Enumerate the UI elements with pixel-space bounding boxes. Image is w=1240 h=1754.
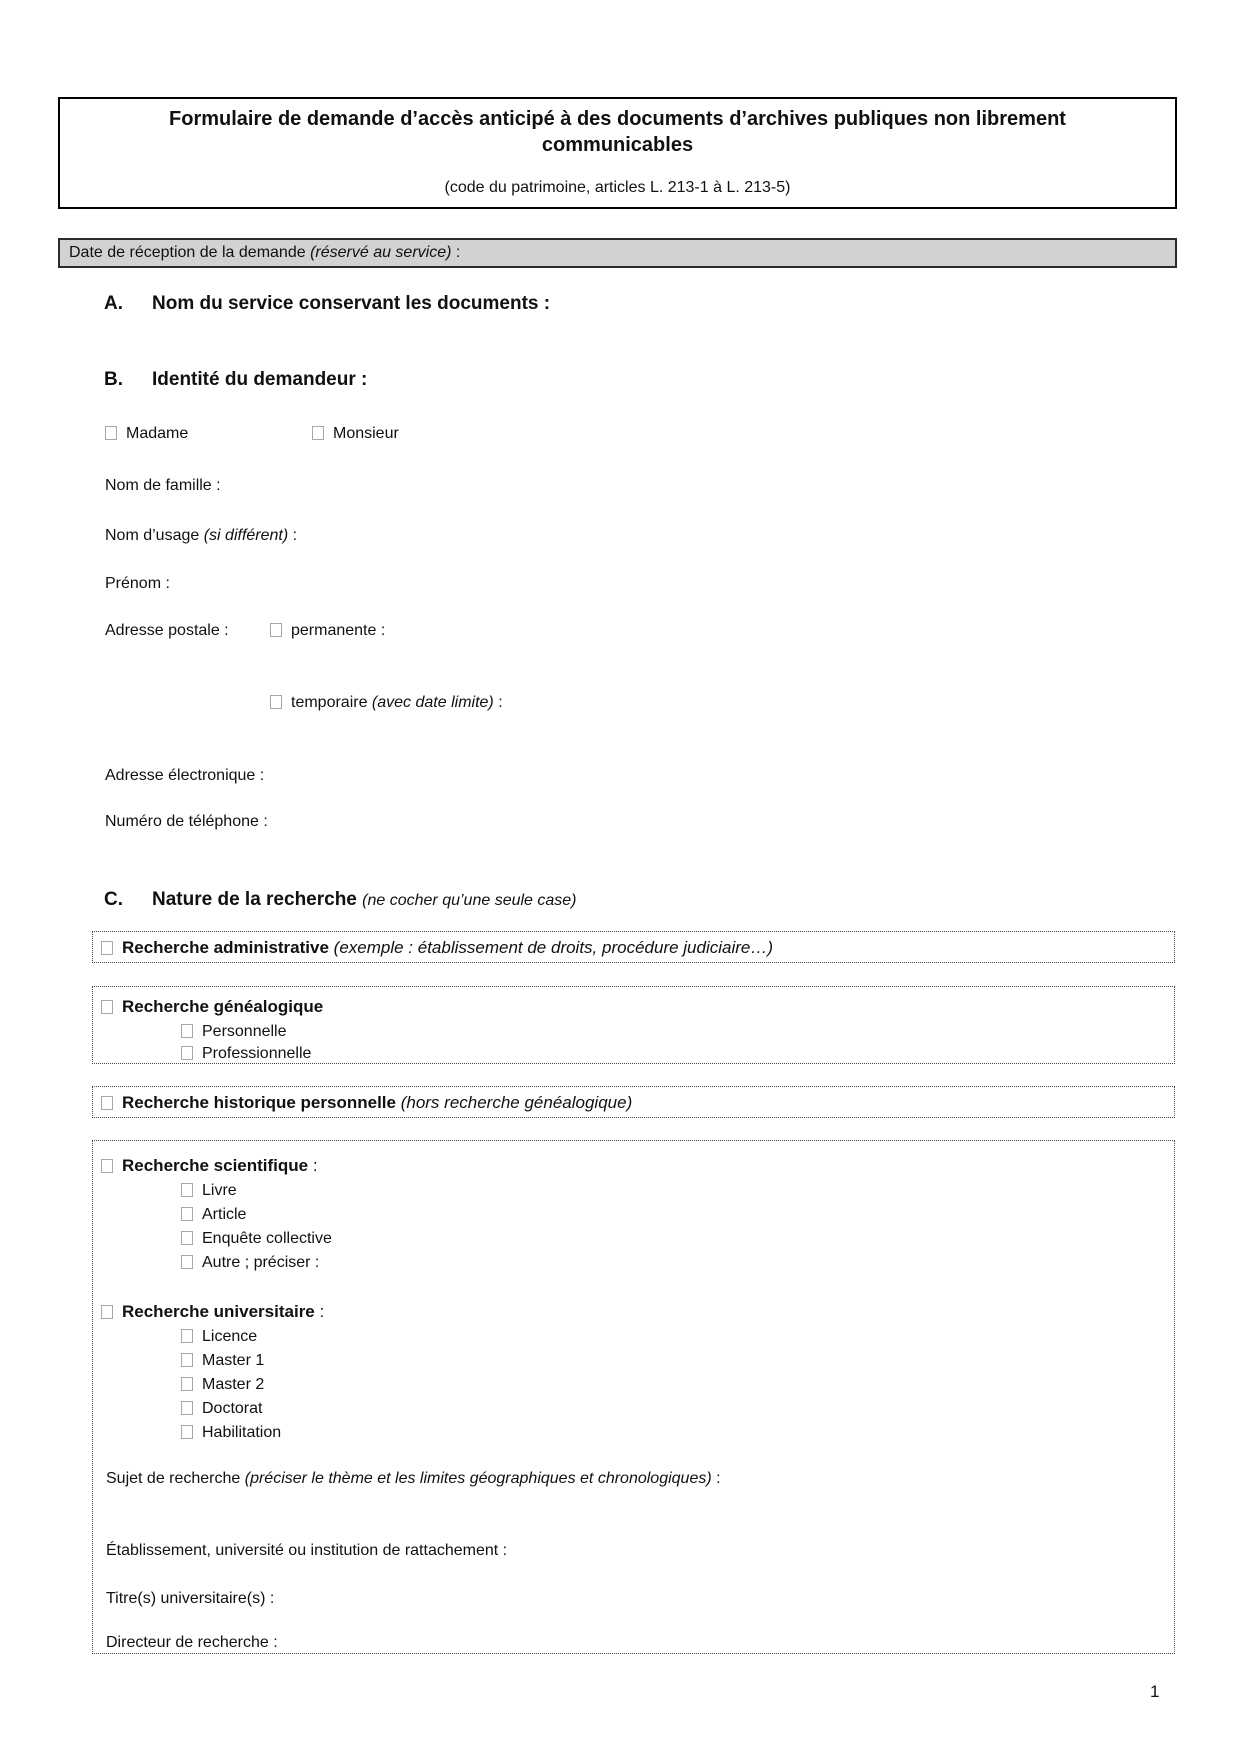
checkbox-genealogique-professionnelle[interactable] bbox=[181, 1046, 193, 1060]
scientifique-option-autre bbox=[181, 1253, 319, 1273]
checkbox-recherche-genealogique[interactable] bbox=[101, 1000, 113, 1014]
sujet-recherche-label: Sujet de recherche bbox=[106, 1470, 245, 1487]
field-directeur-recherche: Directeur de recherche : bbox=[106, 1634, 278, 1651]
form-subtitle: (code du patrimoine, articles L. 213-1 à L. 213-5) bbox=[444, 179, 791, 196]
genealogique-option-professionnelle bbox=[181, 1044, 311, 1064]
universitaire-option-master1 bbox=[181, 1351, 264, 1371]
date-reception-note: (réservé au service) bbox=[310, 244, 452, 261]
label-universitaire-licence: Licence bbox=[202, 1328, 258, 1345]
checkbox-madame[interactable] bbox=[105, 426, 117, 440]
page-number: 1 bbox=[1150, 1682, 1160, 1701]
checkbox-recherche-scientifique[interactable] bbox=[101, 1159, 113, 1173]
label-scientifique-enquete: Enquête collective bbox=[202, 1230, 332, 1247]
checkbox-genealogique-personnelle[interactable] bbox=[181, 1024, 193, 1038]
sujet-recherche-note: (préciser le thème et les limites géographiques et chronologiques) bbox=[244, 1470, 712, 1487]
nom-usage-note: (si différent) bbox=[203, 527, 289, 544]
box-recherche-historique bbox=[92, 1086, 1175, 1118]
box-recherche-administrative bbox=[92, 931, 1175, 963]
universitaire-option-habilitation bbox=[181, 1423, 281, 1443]
recherche-genealogique-label: Recherche généalogique bbox=[122, 997, 324, 1016]
recherche-universitaire-label: Recherche universitaire bbox=[122, 1302, 315, 1321]
civility-madame-group bbox=[105, 425, 188, 442]
label-universitaire-doctorat: Doctorat bbox=[202, 1400, 263, 1417]
label-scientifique-livre: Livre bbox=[202, 1182, 237, 1199]
label-universitaire-habilitation: Habilitation bbox=[202, 1424, 282, 1441]
adresse-permanente-group bbox=[270, 621, 385, 641]
recherche-universitaire-row bbox=[101, 1301, 324, 1322]
recherche-scientifique-row bbox=[101, 1155, 318, 1176]
checkbox-monsieur[interactable] bbox=[312, 426, 324, 440]
label-genealogique-professionnelle: Professionnelle bbox=[202, 1045, 312, 1062]
date-reception-bar bbox=[58, 238, 1177, 268]
universitaire-option-licence bbox=[181, 1327, 257, 1347]
section-c-heading bbox=[104, 888, 577, 913]
field-adresse-electronique: Adresse électronique : bbox=[105, 767, 265, 784]
scientifique-option-article bbox=[181, 1205, 246, 1225]
recherche-historique-label: Recherche historique personnelle bbox=[122, 1093, 401, 1112]
scientifique-option-enquete bbox=[181, 1229, 332, 1249]
scientifique-option-livre bbox=[181, 1181, 237, 1201]
field-titres-universitaires: Titre(s) universitaire(s) : bbox=[106, 1590, 275, 1607]
field-adresse-postale bbox=[105, 621, 805, 641]
checkbox-adresse-temporaire[interactable] bbox=[270, 695, 282, 709]
universitaire-option-master2 bbox=[181, 1375, 264, 1395]
sujet-recherche-colon: : bbox=[711, 1470, 721, 1487]
section-a-heading bbox=[104, 292, 550, 316]
date-reception-label: Date de réception de la demande bbox=[69, 244, 311, 261]
form-title-box bbox=[58, 97, 1177, 209]
section-c-title: Nature de la recherche bbox=[152, 889, 363, 910]
label-universitaire-master1: Master 1 bbox=[202, 1352, 265, 1369]
date-reception-colon: : bbox=[451, 244, 461, 261]
label-adresse-permanente: permanente : bbox=[291, 622, 386, 639]
field-telephone: Numéro de téléphone : bbox=[105, 813, 268, 830]
field-etablissement: Établissement, université ou institution de rattachement : bbox=[106, 1542, 508, 1559]
adresse-temporaire-colon: : bbox=[493, 694, 503, 711]
recherche-genealogique-row bbox=[101, 996, 323, 1017]
box-recherche-genealogique bbox=[92, 986, 1175, 1064]
section-a-title: Nom du service conservant les documents : bbox=[152, 293, 551, 314]
form-title: Formulaire de demande d’accès anticipé à des documents d’archives publiques non librement communicables bbox=[169, 108, 1066, 156]
field-prenom: Prénom : bbox=[105, 575, 170, 592]
recherche-scientifique-colon: : bbox=[308, 1156, 318, 1175]
nom-usage-colon: : bbox=[288, 527, 298, 544]
recherche-administrative-row bbox=[101, 937, 773, 958]
genealogique-option-personnelle bbox=[181, 1022, 287, 1042]
recherche-universitaire-colon: : bbox=[314, 1302, 325, 1321]
adresse-postale-label: Adresse postale : bbox=[105, 622, 229, 639]
label-universitaire-master2: Master 2 bbox=[202, 1376, 265, 1393]
section-b-title: Identité du demandeur : bbox=[152, 369, 368, 390]
label-monsieur: Monsieur bbox=[333, 425, 399, 442]
adresse-temporaire-note: (avec date limite) bbox=[371, 694, 494, 711]
box-recherche-scientifique-universitaire bbox=[92, 1140, 1175, 1654]
checkbox-adresse-permanente[interactable] bbox=[270, 623, 282, 637]
label-scientifique-article: Article bbox=[202, 1206, 247, 1223]
checkbox-scientifique-article[interactable] bbox=[181, 1207, 193, 1221]
checkbox-universitaire-master1[interactable] bbox=[181, 1353, 193, 1367]
civility-row bbox=[105, 424, 705, 444]
recherche-scientifique-label: Recherche scientifique bbox=[122, 1156, 309, 1175]
section-b-heading bbox=[104, 368, 367, 392]
field-nom-usage bbox=[105, 526, 297, 546]
label-madame: Madame bbox=[126, 425, 189, 442]
label-scientifique-autre: Autre ; préciser : bbox=[202, 1254, 320, 1271]
checkbox-universitaire-master2[interactable] bbox=[181, 1377, 193, 1391]
checkbox-recherche-universitaire[interactable] bbox=[101, 1305, 113, 1319]
checkbox-universitaire-habilitation[interactable] bbox=[181, 1425, 193, 1439]
recherche-administrative-note: (exemple : établissement de droits, procédure judiciaire…) bbox=[333, 938, 774, 957]
checkbox-recherche-administrative[interactable] bbox=[101, 941, 113, 955]
label-adresse-temporaire: temporaire bbox=[291, 694, 372, 711]
universitaire-option-doctorat bbox=[181, 1399, 262, 1419]
checkbox-recherche-historique[interactable] bbox=[101, 1096, 113, 1110]
checkbox-scientifique-autre[interactable] bbox=[181, 1255, 193, 1269]
checkbox-scientifique-enquete[interactable] bbox=[181, 1231, 193, 1245]
section-c-letter: C. bbox=[104, 889, 123, 910]
nom-usage-label: Nom d’usage bbox=[105, 527, 204, 544]
recherche-historique-note: (hors recherche généalogique) bbox=[400, 1093, 633, 1112]
field-adresse-temporaire bbox=[270, 693, 503, 713]
checkbox-universitaire-doctorat[interactable] bbox=[181, 1401, 193, 1415]
recherche-administrative-label: Recherche administrative bbox=[122, 938, 334, 957]
section-c-note: (ne cocher qu’une seule case) bbox=[362, 892, 577, 909]
section-b-letter: B. bbox=[104, 369, 123, 390]
recherche-historique-row bbox=[101, 1092, 632, 1113]
field-nom-famille: Nom de famille : bbox=[105, 477, 221, 494]
field-sujet-recherche bbox=[106, 1469, 721, 1489]
label-genealogique-personnelle: Personnelle bbox=[202, 1023, 287, 1040]
checkbox-scientifique-livre[interactable] bbox=[181, 1183, 193, 1197]
checkbox-universitaire-licence[interactable] bbox=[181, 1329, 193, 1343]
civility-monsieur-group bbox=[312, 424, 399, 444]
section-a-letter: A. bbox=[104, 293, 123, 314]
